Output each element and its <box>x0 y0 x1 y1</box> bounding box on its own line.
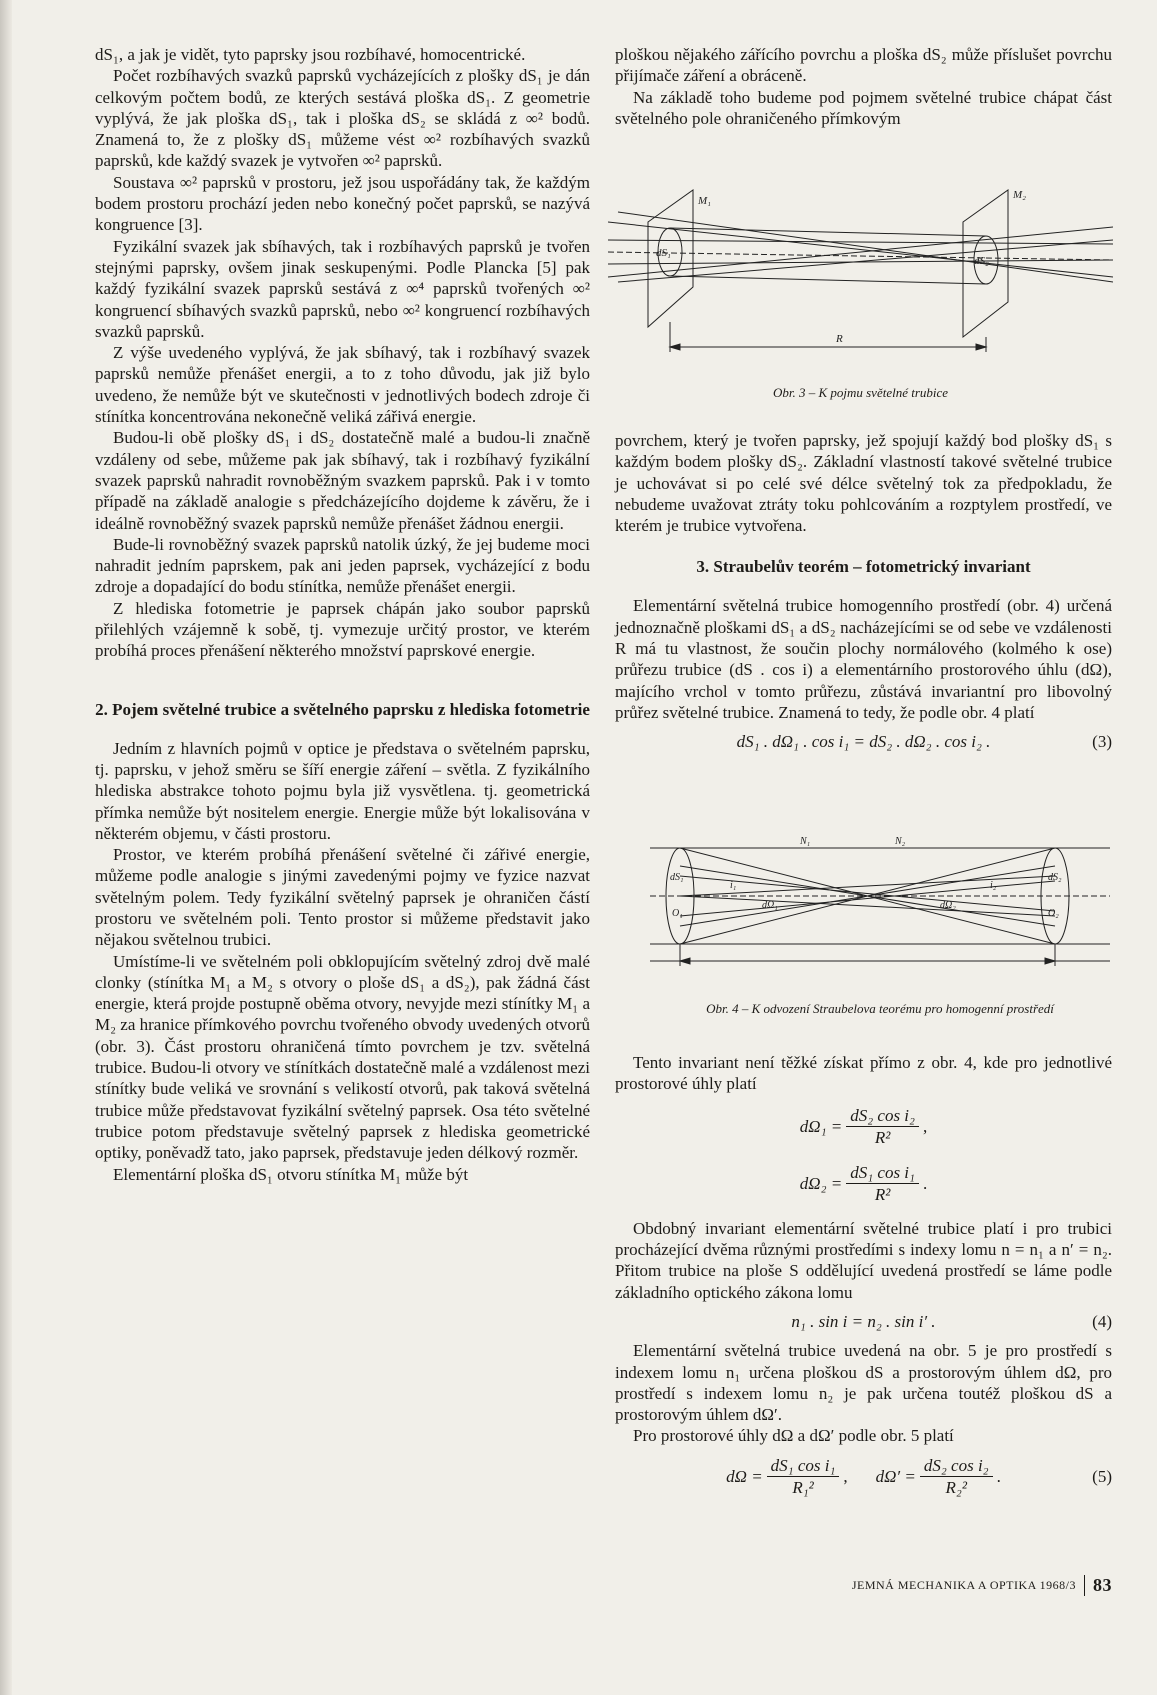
label-m2: M₂ <box>1013 189 1026 201</box>
label-domega1: dΩ₁ <box>762 900 778 911</box>
page-edge <box>0 0 12 1695</box>
equation-4-number: (4) <box>1092 1311 1112 1331</box>
paragraph: dS₁, a jak je vidět, tyto paprsky jsou rozbíhavé, homocentrické. <box>95 45 526 64</box>
eq-tail: . <box>922 1174 928 1194</box>
paragraph: Bude-li rovnoběžný svazek paprsků natolik úzký, že jej budeme moci nahradit jedním paprskem, pak ani jeden paprsek, vycházející z bodu zdroje a dopadající do bodu stínítka, nemůže přenášet energii. <box>95 534 590 597</box>
eq-separator: , <box>843 1466 848 1486</box>
paragraph: Obdobný invariant elementární světelné trubice platí i pro trubici procházející dvěma různými prostředími s indexy lomu n = n₁ a n′ = n₂. Přitom trubice na ploše S oddělující uvedená prostředí se láme podle základního optického zákona lomu <box>615 1218 1112 1302</box>
label-r: R <box>836 333 843 345</box>
label-ds1: dS₁ <box>670 872 684 883</box>
eq-lhs: dΩ₂ = <box>799 1174 843 1194</box>
figure-4 <box>650 836 1110 1016</box>
eq-lhs: dΩ′ = <box>875 1466 916 1486</box>
equation-4-body: n₁ . sin i = n₂ . sin i′ . <box>791 1311 936 1331</box>
eq-tail: , <box>922 1116 928 1136</box>
numerator: dS₂ cos i₂ <box>920 1455 993 1477</box>
figure-3-caption: Obr. 3 – K pojmu světelné trubice <box>772 385 949 400</box>
equation-5-number: (5) <box>1092 1466 1112 1486</box>
numerator: dS₂ cos i₂ <box>846 1105 919 1127</box>
denominator: R₁² <box>792 1478 814 1498</box>
label-m1: M₁ <box>698 195 711 207</box>
fraction <box>846 1162 919 1206</box>
label-domega2: dΩ₂ <box>940 900 956 911</box>
paragraph: ploškou nějakého zářícího povrchu a ploška dS₂ může příslušet povrchu přijímače záření a obráceně. <box>615 45 1112 86</box>
right-column-bottom <box>615 1052 1112 1504</box>
paragraph: Počet rozbíhavých svazků paprsků vycházejících z plošky dS₁ je dán celkovým počtem bodů, ze kterých sestává ploška dS₁. Z geometrie vyplývá, že jak ploška dS₁, tak i ploška dS₂ se skládá z ∞² bodů. Znamená to, že z plošky dS₁ můžeme vést ∞² rozbíhavých svazků paprsků, kde každý svazek je vytvořen ∞² paprsků. <box>95 66 590 171</box>
eq-lhs: dΩ₁ = <box>799 1116 843 1136</box>
denominator: R₂² <box>945 1478 967 1498</box>
eq-tail: . <box>996 1466 1001 1486</box>
fraction <box>920 1455 993 1499</box>
label-i1: i₁ <box>730 880 737 891</box>
right-column-top <box>615 44 1112 129</box>
paragraph: Na základě toho budeme pod pojmem světelné trubice chápat část světelného pole ohraničeného přímkovým <box>615 87 1112 128</box>
paragraph: Z hlediska fotometrie je paprsek chápán jako soubor paprsků přilehlých vzájemně k sobě, tj. vymezuje určitý prostor, ve kterém probíhá proces přenášení některého množství paprskové energie. <box>95 598 590 661</box>
paragraph: povrchem, který je tvořen paprsky, jež spojují každý bod plošky dS₁ s každým bodem plošky dS₂. Základní vlastností takové světelné trubice je uchovávat si po celé své délce světelný tok za předpokladu, že nebudeme uvažovat ztráty toku pohlcováním a rozptylem prostředí, ve kterém je trubice vytvořena. <box>615 431 1112 536</box>
fraction <box>846 1105 919 1149</box>
label-o2: O₂ <box>1048 908 1059 919</box>
page-footer <box>800 1575 1112 1596</box>
label-o1: O₁ <box>672 908 683 919</box>
eq-lhs: dΩ = <box>726 1466 763 1486</box>
paragraph: Elementární ploška dS₁ otvoru stínítka M₁ může být <box>113 1164 469 1184</box>
figure-3-drawing <box>608 182 1113 382</box>
left-column <box>95 44 590 1185</box>
paragraph: Tento invariant není těžké získat přímo z obr. 4, kde pro jednotlivé prostorové úhly platí <box>615 1053 1112 1094</box>
equation-3 <box>615 731 1112 752</box>
figure-4-drawing <box>650 836 1110 996</box>
journal-name: JEMNÁ MECHANIKA A OPTIKA 1968/3 <box>851 1578 1076 1592</box>
equation-3-body: dS₁ . dΩ₁ . cos i₁ = dS₂ . dΩ₂ . cos i₂ . <box>736 732 991 752</box>
label-ds2: dS₂ <box>1048 872 1062 883</box>
equation-domega2 <box>615 1162 1112 1206</box>
paragraph: Fyzikální svazek jak sbíhavých, tak i rozbíhavých paprsků je tvořen stejnými paprsky, ovšem jinak seskupenými. Podle Plancka [5] pak každý fyzikální svazek paprsků sestává z ∞⁴ paprsků tvořených ∞² kongruencí sbíhavých svazků paprsků, nebo ∞² kongruencí rozbíhavých svazků paprsků. <box>95 236 590 341</box>
paragraph: Elementární světelná trubice homogenního prostředí (obr. 4) určená jednoznačně ploškami dS₁ a dS₂ nacházejícími se od sebe ve vzdálenosti R má tu vlastnost, že součin plochy normálového (kolmého k ose) průřezu trubice (dS . cos i) a elementárního prostorového úhlu (dΩ), majícího vrchol v tomto průřezu, zůstává invariantní pro libovolný průřez světelné trubice. Znamená to tedy, že podle obr. 4 platí <box>615 596 1112 722</box>
equation-5 <box>615 1455 1112 1499</box>
paragraph: Prostor, ve kterém probíhá přenášení světelné či zářivé energie, můžeme podle analogie s jinými zavedenými pojmy ve fyzice nazvat světelným polem. Tedy fyzikální světelný paprsek je ohraničen částí prostoru ve světelném poli. Tento prostor si můžeme představit jako nějakou světelnou trubici. <box>95 845 590 950</box>
figure-4-caption: Obr. 4 – K odvození Straubelova teorému pro homogenní prostředí <box>706 1001 1054 1016</box>
label-ds1: dS₁ <box>656 247 671 259</box>
paragraph: Soustava ∞² paprsků v prostoru, jež jsou uspořádány tak, že každým bodem prostoru prochází jeden nebo konečný počet paprsků, se nazývá kongruence [3]. <box>95 172 590 235</box>
paragraph: Budou-li obě plošky dS₁ i dS₂ dostatečně malé a budou-li značně vzdáleny od sebe, můžeme pak jak sbíhavý, tak i rozbíhavý fyzikální svazek paprsků nahradit rovnoběžným svazkem paprsků. Pak i v tomto případě na základě analogie s předcházejícího dojdeme k závěru, že i ideálně rovnoběžný svazek paprsků nemůže přenášet žádnou energii. <box>95 428 590 533</box>
numerator: dS₁ cos i₁ <box>846 1162 919 1184</box>
equation-domega1 <box>615 1105 1112 1149</box>
label-ds2: dS₂ <box>974 255 989 267</box>
section-heading: 2. Pojem světelné trubice a světelného paprsku z hlediska fotometrie <box>95 699 590 719</box>
label-i2: i₂ <box>990 880 997 891</box>
paragraph: Jedním z hlavních pojmů v optice je představa o světelném paprsku, tj. paprsku, v jehož směru se šíří energie záření – světla. Z fyzikálního hlediska abstrakce tohoto pojmu byla již vysvětlena. tj. geometrická přímka nemůže být nositelem energie. Energie může být lokalisována v některém objemu, v části prostoru. <box>95 738 590 843</box>
label-n2: N₂ <box>895 836 906 847</box>
numerator: dS₁ cos i₁ <box>767 1455 840 1477</box>
equation-4 <box>615 1311 1112 1332</box>
paragraph: Umístíme-li ve světelném poli obklopujícím světelný zdroj dvě malé clonky (stínítka M₁ a M₂ s otvory o ploše dS₁ a dS₂), pak žádná část energie, která projde postupně oběma otvory, nevyjde mezi stínítky M₁ a M₂ za hranice přímkového povrchu tvořeného obvody uvedených otvorů (obr. 3). Část prostoru ohraničená tímto povrchem je tzv. světelná trubice. Budou-li otvory ve stínítkách dostatečně malé a vzdálenost mezi stínítky bude veliká ve srovnání s velikostí otvorů, pak taková světelná trubice může představovat fyzikální světelný paprsek. Osa této světelné trubice potom představuje světelný paprsek z hlediska geometrické optiky, poněvadž tato, jako paprsek, představuje jeden délkový rozměr. <box>95 951 591 1163</box>
paragraph: Z výše uvedeného vyplývá, že jak sbíhavý, tak i rozbíhavý svazek paprsků nemůže přenášet energii, a to z toho důvodu, jak již bylo uvedeno, že nemůže být ve skutečnosti v jednotlivých bodech zdroje či stínítka koncentrována nekonečně veliká zářivá energie. <box>95 343 590 427</box>
page-number: 83 <box>1084 1575 1112 1596</box>
fraction <box>767 1455 840 1499</box>
right-column-middle <box>615 430 1112 759</box>
denominator: R² <box>874 1127 891 1147</box>
section-heading: 3. Straubelův teorém – fotometrický invariant <box>696 557 1031 577</box>
paragraph: Elementární světelná trubice uvedená na obr. 5 je pro prostředí s indexem lomu n₁ určena ploškou dS a prostorovým úhlem dΩ, pro prostředí s indexem lomu n₂ je pak určena toutéž ploškou dS a prostorovým úhlem dΩ′. <box>615 1341 1112 1425</box>
label-n1: N₁ <box>800 836 811 847</box>
paragraph: Pro prostorové úhly dΩ a dΩ′ podle obr. 5 platí <box>633 1426 954 1446</box>
denominator: R² <box>874 1185 891 1205</box>
equation-3-number: (3) <box>1092 732 1112 752</box>
figure-3 <box>608 182 1113 412</box>
